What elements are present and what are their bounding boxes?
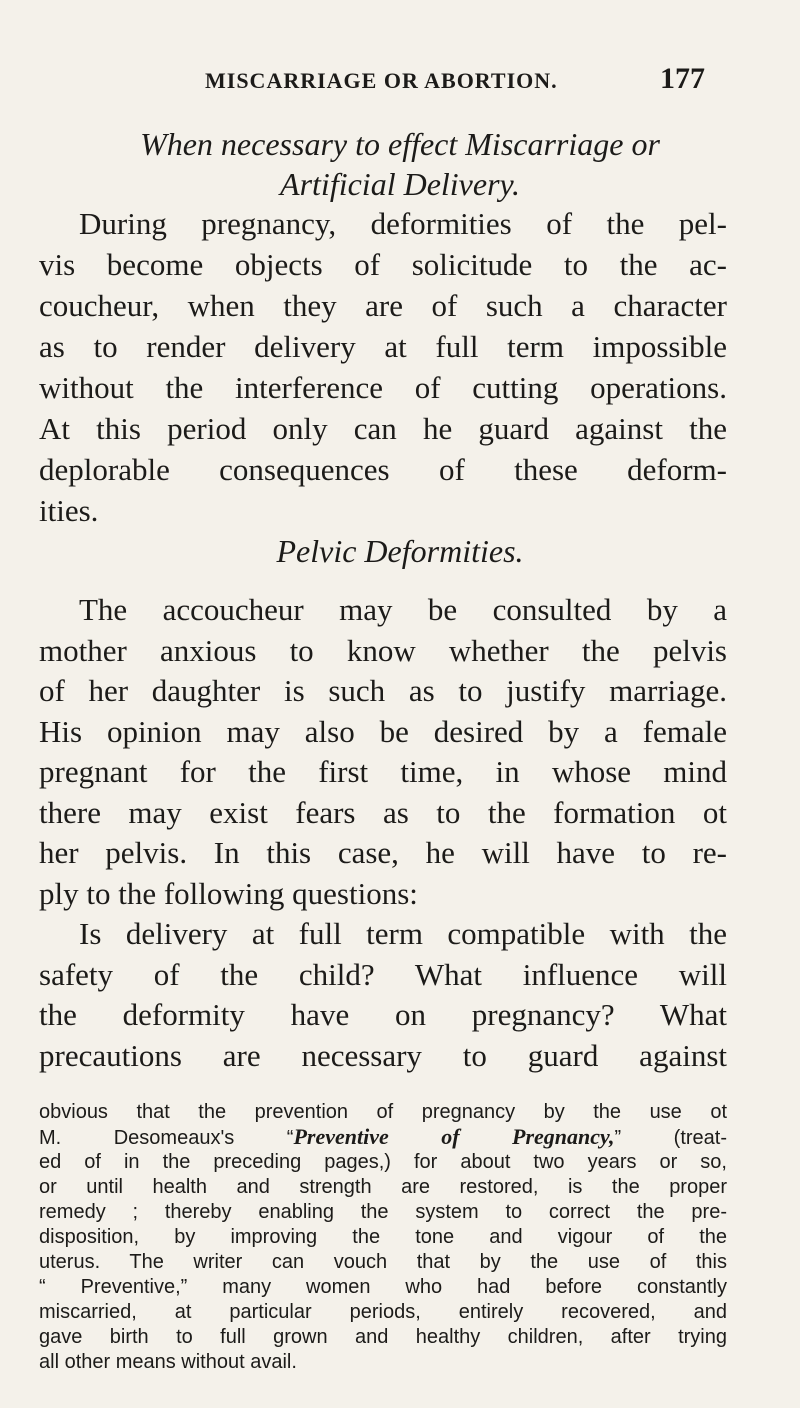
footnote-line: “ Preventive,” many women who had before constantly	[39, 1276, 727, 1298]
footnote-text: M. Desomeaux's “	[39, 1127, 294, 1149]
footnote-line: remedy ; thereby enabling the system to correct the pre-	[39, 1201, 727, 1223]
heading-line-2: Artificial Delivery.	[280, 166, 520, 202]
footnote-line: or until health and strength are restored, is the proper	[39, 1176, 727, 1198]
footnote-line: obvious that the prevention of pregnancy by the use ot	[39, 1101, 727, 1123]
body-line: vis become objects of solicitude to the ac-	[39, 247, 727, 282]
body-line: as to render delivery at full term impossible	[39, 329, 727, 364]
body-line: The accoucheur may be consulted by a	[79, 592, 727, 627]
body-line: pregnant for the first time, in whose mind	[39, 754, 727, 789]
footnote-line: uterus. The writer can vouch that by the use of this	[39, 1251, 727, 1273]
body-line: His opinion may also be desired by a female	[39, 713, 727, 749]
footnote-line: gave birth to full grown and healthy children, after trying	[39, 1326, 727, 1348]
footnote-line: disposition, by improving the tone and vigour of the	[39, 1226, 727, 1248]
footnote-line-with-title	[39, 1125, 727, 1150]
footnote-book-title: Preventive of Pregnancy,	[293, 1124, 615, 1149]
body-line: precautions are necessary to guard against	[39, 1037, 727, 1073]
body-line: Is delivery at full term compatible with the	[79, 916, 727, 951]
body-line: mother anxious to know whether the pelvis	[39, 632, 727, 668]
body-line: of her daughter is such as to justify marriage.	[39, 673, 727, 708]
footnote-line: miscarried, at particular periods, entirely recovered, and	[39, 1301, 727, 1323]
body-line: her pelvis. In this case, he will have to re-	[39, 835, 727, 870]
body-line: deplorable consequences of these deform-	[39, 452, 727, 487]
body-line: the deformity have on pregnancy? What	[39, 997, 727, 1032]
footnote-line: ed of in the preceding pages,) for about two years or so,	[39, 1151, 727, 1173]
section-heading-pelvic-deformities: Pelvic Deformities.	[276, 533, 524, 569]
running-head-title: MISCARRIAGE OR ABORTION.	[205, 68, 558, 93]
body-line: safety of the child? What influence will	[39, 956, 727, 992]
body-line: During pregnancy, deformities of the pel-	[79, 206, 727, 241]
footnote-line: all other means without avail.	[39, 1351, 297, 1373]
body-line: coucheur, when they are of such a character	[39, 288, 727, 323]
body-line: ply to the following questions:	[39, 875, 418, 911]
body-line: At this period only can he guard against the	[39, 411, 727, 446]
footnote-text: ” (treat-	[614, 1127, 727, 1149]
running-head	[205, 62, 705, 102]
body-line: ities.	[39, 493, 99, 528]
heading-line-1: When necessary to effect Miscarriage or	[140, 126, 660, 162]
body-line: there may exist fears as to the formation ot	[39, 794, 727, 830]
body-line: without the interference of cutting operations.	[39, 370, 727, 405]
page-number: 177	[660, 62, 705, 95]
section-heading-miscarriage	[0, 124, 800, 204]
